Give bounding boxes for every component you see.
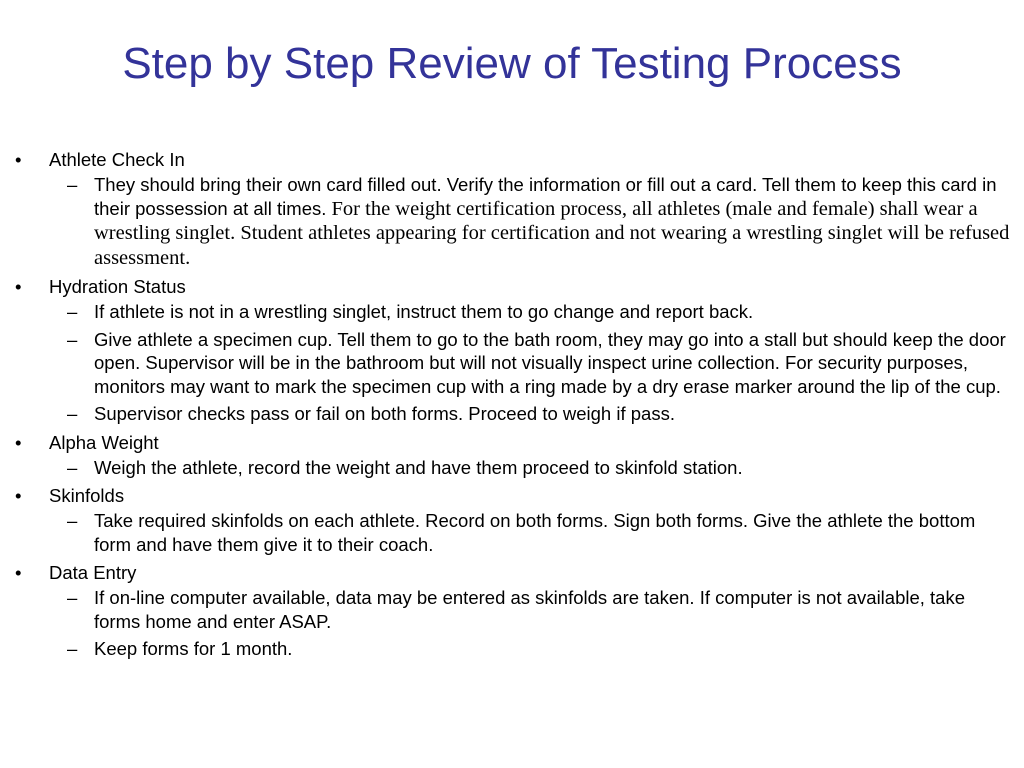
bullet-item [10,431,1016,480]
sub-bullet-list [10,300,1016,426]
sub-bullet-item [10,456,1016,480]
bullet-label: Data Entry [49,562,137,583]
bullet-item [10,484,1016,556]
bullet-dot: • [15,431,22,453]
sub-bullet-dash: – [67,638,78,659]
bullet-heading-row [10,561,1016,584]
sub-bullet-text: Weigh the athlete, record the weight and have them proceed to skinfold station. [94,456,743,478]
bullet-heading-row [10,275,1016,298]
sub-bullet-text: If on-line computer available, data may be entered as skinfolds are taken. If computer is not available, take forms home and enter ASAP. [94,587,966,632]
sub-bullet-item [10,402,1016,426]
sub-bullet-list [10,173,1016,270]
bullet-label: Hydration Status [49,276,186,297]
bullet-label: Athlete Check In [49,149,185,170]
sub-bullet-item [10,509,1016,556]
sub-bullet-list [10,456,1016,480]
bullet-list [10,148,1016,666]
sub-bullet-text: Keep forms for 1 month. [94,638,293,659]
bullet-heading-row [10,431,1016,454]
sub-bullet-text: Take required skinfolds on each athlete. Record on both forms. Sign both forms. Give the athlete the bottom form and have them give it to their coach. [94,510,976,555]
bullet-dot: • [15,562,22,583]
sub-bullet-text: They should bring their own card filled out. Verify the information or fill out a card. Tell them to keep this card in their possession at all times. [94,174,997,219]
bullet-item [10,148,1016,270]
slide-title: Step by Step Review of Testing Process [122,39,902,88]
bullet-heading-row [10,148,1016,171]
bullet-label: Skinfolds [49,485,125,506]
sub-bullet-list [10,509,1016,556]
bullet-item [10,275,1016,426]
sub-bullet-dash: – [67,174,78,195]
sub-bullet-item [10,328,1016,399]
sub-bullet-item [10,637,1016,661]
sub-bullet-dash: – [67,456,78,478]
sub-bullet-text: If athlete is not in a wrestling singlet, instruct them to go change and report back. [94,301,754,322]
bullet-heading-row [10,484,1016,507]
sub-bullet-serif-text: For the weight certification process, all athletes (male and female) shall wear a wrestling singlet. Student athletes appearing for certification and not wearing a wrestling singlet will be refused assessment. [94,197,1010,269]
sub-bullet-dash: – [67,403,78,424]
sub-bullet-dash: – [67,301,78,322]
sub-bullet-list [10,586,1016,661]
sub-bullet-item [10,300,1016,324]
sub-bullet-text: Give athlete a specimen cup. Tell them to go to the bath room, they may go into a stall but should keep the door open. Supervisor will be in the bathroom but will not visually inspect urine collection. For security purposes, monitors may want to mark the specimen cup with a ring made by a dry erase marker around the lip of the cup. [94,328,1006,397]
bullet-dot: • [15,485,22,506]
sub-bullet-dash: – [67,328,78,350]
bullet-item [10,561,1016,661]
bullet-label: Alpha Weight [49,431,159,453]
sub-bullet-item [10,586,1016,633]
sub-bullet-item [10,173,1016,270]
sub-bullet-dash: – [67,587,78,608]
bullet-dot: • [15,149,22,170]
sub-bullet-text: Supervisor checks pass or fail on both forms. Proceed to weigh if pass. [94,403,675,424]
bullet-dot: • [15,276,22,297]
sub-bullet-dash: – [67,510,78,531]
